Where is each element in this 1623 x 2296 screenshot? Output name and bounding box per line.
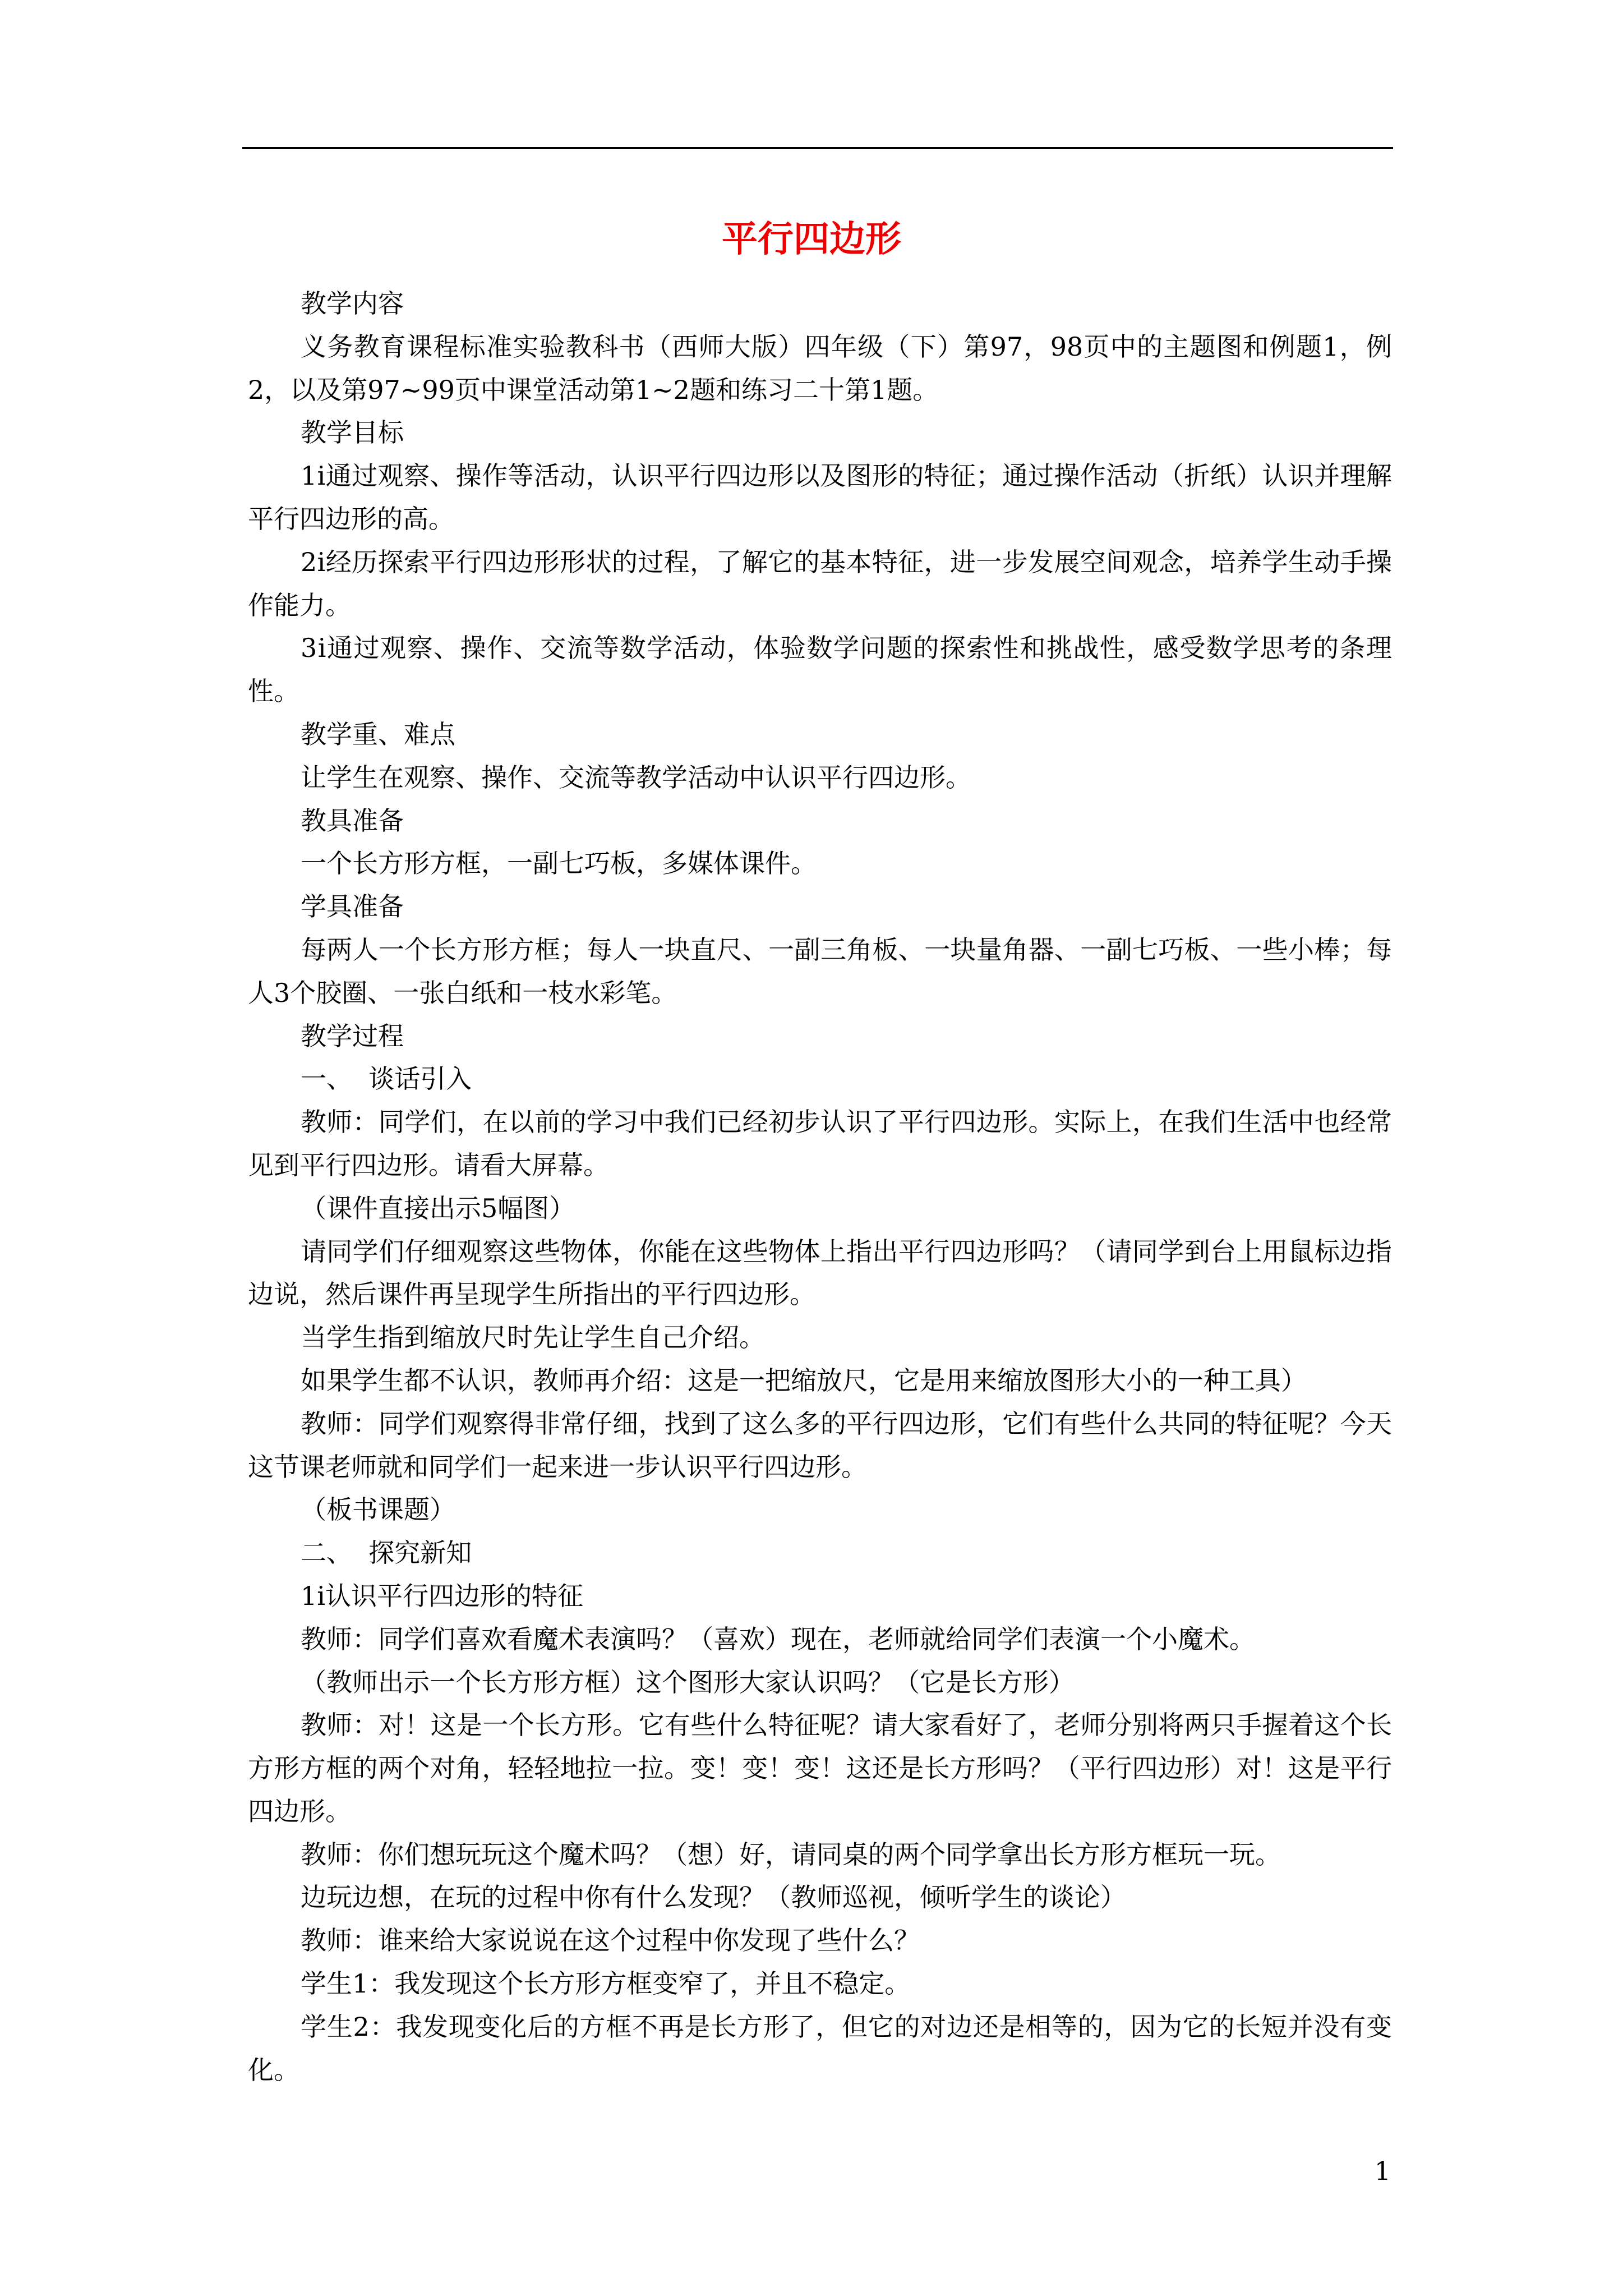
paragraph: 义务教育课程标准实验教科书（西师大版）四年级（下）第97，98页中的主题图和例题1，例2，以及第97~99页中课堂活动第1~2题和练习二十第1题。	[248, 331, 1392, 405]
paragraph: 一、 谈话引入	[301, 1064, 472, 1094]
page-title: 平行四边形	[722, 218, 901, 260]
paragraph: 1ⅰ认识平行四边形的特征	[301, 1580, 583, 1611]
header-rule	[242, 147, 1393, 149]
paragraph: 教师：谁来给大家说说在这个过程中你发现了些什么？	[301, 1925, 920, 1956]
paragraph: 教师：你们想玩玩这个魔术吗？（想）好，请同桌的两个同学拿出长方形方框玩一玩。	[301, 1839, 1281, 1870]
paragraph: 二、 探究新知	[301, 1538, 472, 1568]
paragraph: 学生2：我发现变化后的方框不再是长方形了，但它的对边还是相等的，因为它的长短并没有变化。	[248, 2011, 1392, 2085]
paragraph: 教师：同学们观察得非常仔细，找到了这么多的平行四边形，它们有些什么共同的特征呢？今天这节课老师就和同学们一起来进一步认识平行四边形。	[248, 1408, 1392, 1482]
paragraph: 教学目标	[301, 417, 404, 448]
paragraph: 教师：对！这是一个长方形。它有些什么特征呢？请大家看好了，老师分别将两只手握着这个长方形方框的两个对角，轻轻地拉一拉。变！变！变！这还是长方形吗？（平行四边形）对！这是平行四边形。	[248, 1710, 1392, 1826]
paragraph: 教学过程	[301, 1020, 404, 1051]
paragraph: 让学生在观察、操作、交流等教学活动中认识平行四边形。	[301, 762, 971, 793]
paragraph: 请同学们仔细观察这些物体，你能在这些物体上指出平行四边形吗？（请同学到台上用鼠标边指边说，然后课件再呈现学生所指出的平行四边形。	[248, 1236, 1392, 1310]
paragraph: 一个长方形方框，一副七巧板，多媒体课件。	[301, 848, 817, 879]
paragraph: 教具准备	[301, 805, 404, 836]
paragraph: 每两人一个长方形方框；每人一块直尺、一副三角板、一块量角器、一副七巧板、一些小棒；每人3个胶圈、一张白纸和一枝水彩笔。	[248, 934, 1392, 1008]
paragraph: 2ⅰ经历探索平行四边形形状的过程，了解它的基本特征，进一步发展空间观念，培养学生动手操作能力。	[248, 546, 1392, 620]
paragraph: 3ⅰ通过观察、操作、交流等数学活动，体验数学问题的探索性和挑战性，感受数学思考的条理性。	[248, 633, 1392, 707]
paragraph: （板书课题）	[301, 1494, 455, 1525]
paragraph: 如果学生都不认识，教师再介绍：这是一把缩放尺，它是用来缩放图形大小的一种工具）	[301, 1365, 1307, 1396]
document-body	[248, 282, 1392, 2091]
paragraph: 学具准备	[301, 891, 404, 922]
paragraph: 教学内容	[301, 288, 404, 319]
paragraph: 教学重、难点	[301, 719, 455, 749]
paragraph: 当学生指到缩放尺时先让学生自己介绍。	[301, 1322, 765, 1353]
paragraph: （课件直接出示5幅图）	[301, 1193, 575, 1223]
page-number: 1	[1374, 2156, 1391, 2186]
paragraph: 教师：同学们喜欢看魔术表演吗？（喜欢）现在，老师就给同学们表演一个小魔术。	[301, 1623, 1255, 1654]
paragraph: 教师：同学们，在以前的学习中我们已经初步认识了平行四边形。实际上，在我们生活中也经常见到平行四边形。请看大屏幕。	[248, 1107, 1392, 1180]
paragraph: 学生1：我发现这个长方形方框变窄了，并且不稳定。	[301, 1968, 911, 1999]
paragraph: 边玩边想，在玩的过程中你有什么发现？（教师巡视，倾听学生的谈论）	[301, 1882, 1126, 1913]
paragraph: （教师出示一个长方形方框）这个图形大家认识吗？（它是长方形）	[301, 1667, 1075, 1697]
paragraph: 1ⅰ通过观察、操作等活动，认识平行四边形以及图形的特征；通过操作活动（折纸）认识并理解平行四边形的高。	[248, 461, 1392, 534]
